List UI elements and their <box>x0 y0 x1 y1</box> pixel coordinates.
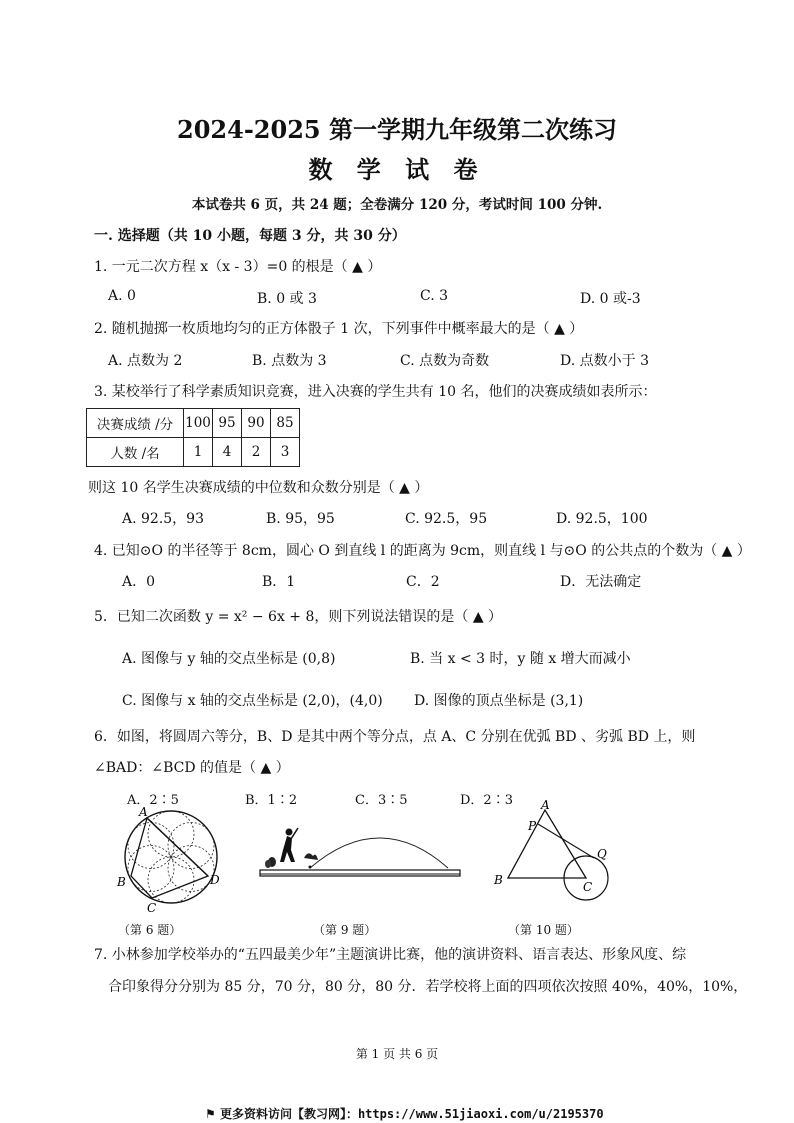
q1-option-b: B. 0 或 3 <box>257 291 317 307</box>
exam-subject: 数 学 试 卷 <box>308 155 486 184</box>
q2-option-d: D. 点数小于 3 <box>560 353 649 369</box>
table-cell: 100 <box>184 409 213 438</box>
golfer-icon <box>265 828 318 868</box>
fig6-label-b: B <box>117 875 126 889</box>
question-1-stem: 1. 一元二次方程 x（x - 3）=0 的根是（ ▲ ） <box>94 259 382 275</box>
table-cell: 1 <box>184 438 213 467</box>
question-7-line-2: 合印象得分分别为 85 分，70 分，80 分，80 分．若学校将上面的四项依次按照 40%，40%，10%， <box>108 979 748 995</box>
q1-option-c: C. 3 <box>420 288 449 304</box>
section-heading: 一. 选择题（共 10 小题，每题 3 分，共 30 分） <box>94 228 406 244</box>
question-7-line-1: 7. 小林参加学校举办的“五四最美少年”主题演讲比赛，他的演讲资料、语言表达、形象风度、综 <box>94 947 687 963</box>
fig6-label-a: A <box>139 805 148 819</box>
fig10-label-b: B <box>494 873 503 887</box>
figure-9-caption: （第 9 题） <box>313 923 377 937</box>
q4-option-d: D．无法确定 <box>560 574 642 590</box>
question-6-stem-2: ∠BAD：∠BCD 的值是（ ▲ ） <box>94 760 290 776</box>
fig10-label-c: C <box>583 880 593 894</box>
question-3-stem: 3. 某校举行了科学素质知识竞赛，进入决赛的学生共有 10 名，他们的决赛成绩如表所示： <box>94 384 657 400</box>
question-4-stem: 4. 已知⊙O 的半径等于 8cm，圆心 O 到直线 l 的距离为 9cm，则直线 l 与⊙O 的公共点的个数为（ ▲ ） <box>94 543 751 559</box>
question-5-stem: 5．已知二次函数 y = x² − 6x + 8，则下列说法错误的是（ ▲ ） <box>94 609 503 625</box>
q5-option-b: B. 当 x < 3 时，y 随 x 增大而减小 <box>410 651 631 667</box>
ball-icon <box>309 866 312 869</box>
table-cell: 85 <box>271 409 300 438</box>
footer-link-text[interactable]: 更多资料访问【教习网】：https://www.51jiaoxi.com/u/2195370 <box>219 1107 604 1121</box>
question-2-stem: 2. 随机抛掷一枚质地均匀的正方体骰子 1 次，下列事件中概率最大的是（ ▲ ） <box>94 321 584 337</box>
q6-option-b: B．1∶2 <box>245 793 298 808</box>
q3-option-c: C. 92.5，95 <box>405 511 488 527</box>
fig10-label-q: Q <box>597 847 607 861</box>
table-cell: 3 <box>271 438 300 467</box>
q4-option-c: C．2 <box>406 574 440 590</box>
figure-6-diagram <box>112 800 232 915</box>
table-row <box>87 409 300 438</box>
q5-option-c: C. 图像与 x 轴的交点坐标是 (2,0)，(4,0) <box>122 693 383 709</box>
footer-link[interactable] <box>205 1105 604 1122</box>
question-6-stem: 6．如图，将圆周六等分，B、D 是其中两个等分点，点 A、C 分别在优弧 BD 、劣弧 BD 上，则 <box>94 729 696 745</box>
question-3-follow: 则这 10 名学生决赛成绩的中位数和众数分别是（ ▲ ） <box>88 480 429 496</box>
table-cell: 90 <box>242 409 271 438</box>
table-cell: 95 <box>213 409 242 438</box>
page-number: 第 1 页 共 6 页 <box>355 1047 439 1061</box>
q4-option-a: A．0 <box>122 574 156 590</box>
score-table <box>86 408 300 467</box>
flag-icon: ⚑ <box>205 1107 220 1121</box>
q6-option-a: A．2∶5 <box>127 793 179 808</box>
q3-option-d: D. 92.5，100 <box>556 511 648 527</box>
table-cell: 决赛成绩 /分 <box>87 409 184 438</box>
q2-option-b: B. 点数为 3 <box>252 353 327 369</box>
figure-6-caption: （第 6 题） <box>118 923 182 937</box>
q5-option-d: D. 图像的顶点坐标是 (3,1) <box>414 693 584 709</box>
exam-title: 2024-2025 第一学期九年级第二次练习 <box>177 115 617 144</box>
figure-10-diagram <box>490 798 620 908</box>
table-row <box>87 438 300 467</box>
table-cell: 2 <box>242 438 271 467</box>
q2-option-a: A. 点数为 2 <box>108 353 183 369</box>
exam-note: 本试卷共 6 页，共 24 题；全卷满分 120 分，考试时间 100 分钟. <box>191 197 603 213</box>
q6-option-c: C．3∶5 <box>355 793 408 808</box>
q1-option-a: A. 0 <box>108 288 136 304</box>
q3-option-b: B. 95，95 <box>266 511 335 527</box>
fig10-label-p: P <box>528 819 537 833</box>
q2-option-c: C. 点数为奇数 <box>400 353 490 369</box>
table-cell: 人数 /名 <box>87 438 184 467</box>
q1-option-d: D. 0 或-3 <box>580 291 641 307</box>
figure-10-caption: （第 10 题） <box>508 923 579 937</box>
fig6-label-d: D <box>210 873 220 887</box>
table-cell: 4 <box>213 438 242 467</box>
figure-9-diagram <box>258 820 464 882</box>
fig10-label-a: A <box>541 798 550 812</box>
q3-option-a: A. 92.5，93 <box>122 511 204 527</box>
q4-option-b: B．1 <box>262 574 296 590</box>
q6-option-d: D．2∶3 <box>460 793 513 808</box>
fig6-label-c: C <box>147 901 157 915</box>
q5-option-a: A. 图像与 y 轴的交点坐标是 (0,8) <box>122 651 336 667</box>
